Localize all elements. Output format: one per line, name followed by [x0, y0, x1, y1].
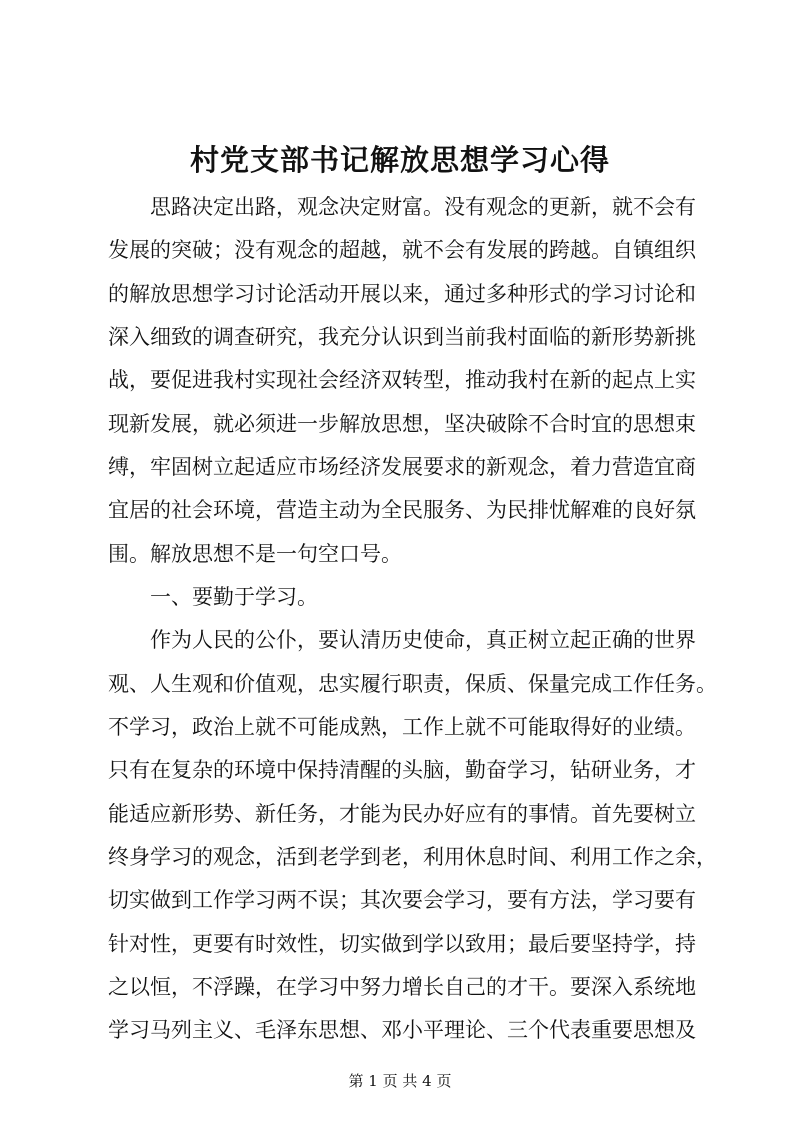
body-line: 缚，牢固树立起适应市场经济发展要求的新观念，着力营造宜商 — [108, 454, 696, 479]
body-line: 围。解放思想不是一句空口号。 — [108, 541, 402, 566]
page-footer: 第 1 页 共 4 页 — [348, 1072, 452, 1090]
section-heading: 一、要勤于学习。 — [108, 584, 318, 609]
body-line: 战，要促进我村实现社会经济双转型，推动我村在新的起点上实 — [108, 368, 696, 393]
body-line: 现新发展，就必须进一步解放思想，坚决破除不合时宜的思想束 — [108, 411, 696, 436]
body-line: 针对性，更要有时效性，切实做到学以致用；最后要坚持学，持 — [108, 931, 696, 956]
body-line: 观、人生观和价值观，忠实履行职责，保质、保量完成工作任务。 — [108, 671, 717, 696]
body-line: 不学习，政治上就不可能成熟，工作上就不可能取得好的业绩。 — [108, 714, 696, 739]
body-line: 思路决定出路，观念决定财富。没有观念的更新，就不会有 — [108, 195, 696, 219]
body-line: 作为人民的公仆，要认清历史使命，真正树立起正确的世界 — [108, 628, 696, 653]
body-line: 切实做到工作学习两不误；其次要会学习，要有方法，学习要有 — [108, 888, 696, 913]
body-line: 能适应新形势、新任务，才能为民办好应有的事情。首先要树立 — [108, 801, 696, 826]
body-line: 终身学习的观念，活到老学到老，利用休息时间、利用工作之余， — [108, 844, 717, 869]
body-line: 的解放思想学习讨论活动开展以来，通过多种形式的学习讨论和 — [108, 281, 696, 306]
body-line: 学习马列主义、毛泽东思想、邓小平理论、三个代表重要思想及 — [108, 1018, 696, 1043]
body-line: 宜居的社会环境，营造主动为全民服务、为民排忧解难的良好氛 — [108, 498, 696, 523]
document-title: 村党支部书记解放思想学习心得 — [189, 143, 610, 177]
body-line: 深入细致的调查研究，我充分认识到当前我村面临的新形势新挑 — [108, 324, 696, 349]
body-line: 之以恒，不浮躁，在学习中努力增长自己的才干。要深入系统地 — [108, 974, 696, 999]
body-line: 发展的突破；没有观念的超越，就不会有发展的跨越。自镇组织 — [108, 238, 696, 263]
document-body — [108, 186, 717, 1053]
body-line: 只有在复杂的环境中保持清醒的头脑，勤奋学习，钻研业务，才 — [108, 758, 696, 783]
